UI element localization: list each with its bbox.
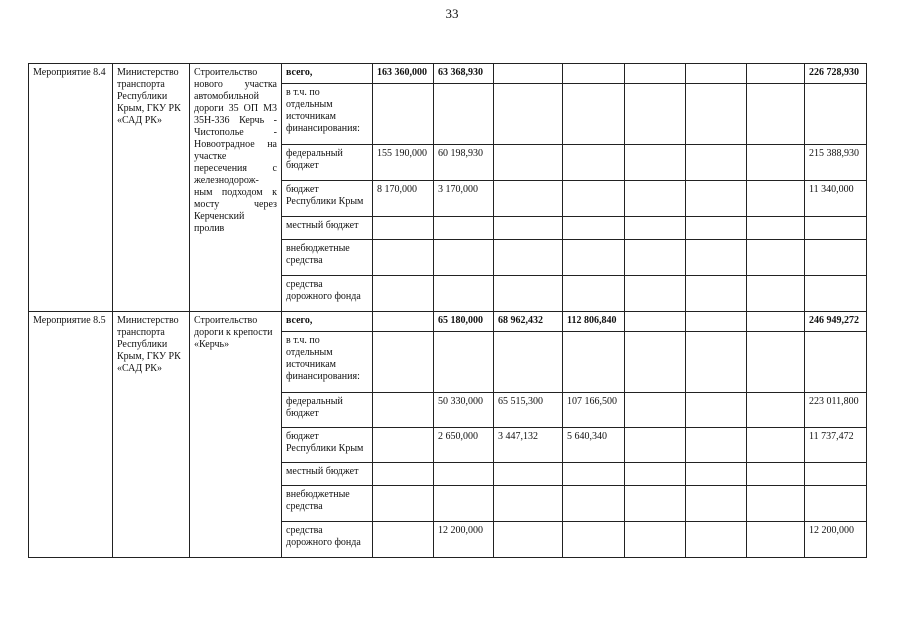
value-cell xyxy=(747,393,805,428)
value-cell xyxy=(563,64,625,84)
value-cell xyxy=(563,522,625,558)
value-cell xyxy=(494,145,563,181)
value-cell xyxy=(373,486,434,522)
financing-table xyxy=(28,63,867,558)
value-cell xyxy=(494,181,563,217)
value-cell xyxy=(563,276,625,312)
event-cell: Мероприятие 8.5 xyxy=(29,312,113,558)
total-cell xyxy=(805,217,867,240)
event-cell: Мероприятие 8.4 xyxy=(29,64,113,312)
value-cell xyxy=(747,332,805,393)
total-cell: 11 737,472 xyxy=(805,428,867,463)
block-8-5 xyxy=(29,312,867,558)
value-cell xyxy=(747,522,805,558)
table-row xyxy=(29,312,867,332)
value-cell: 155 190,000 xyxy=(373,145,434,181)
value-cell xyxy=(625,276,686,312)
value-cell xyxy=(434,486,494,522)
value-cell xyxy=(686,276,747,312)
value-cell xyxy=(373,463,434,486)
value-cell xyxy=(625,522,686,558)
total-cell xyxy=(805,84,867,145)
value-cell xyxy=(686,522,747,558)
value-cell xyxy=(373,428,434,463)
total-cell: 223 011,800 xyxy=(805,393,867,428)
value-cell xyxy=(625,486,686,522)
value-cell xyxy=(747,428,805,463)
value-cell: 107 166,500 xyxy=(563,393,625,428)
value-cell: 65 515,300 xyxy=(494,393,563,428)
value-cell xyxy=(563,486,625,522)
value-cell xyxy=(625,64,686,84)
source-label: всего, xyxy=(282,312,373,332)
value-cell xyxy=(494,276,563,312)
value-cell xyxy=(686,145,747,181)
value-cell xyxy=(747,217,805,240)
value-cell xyxy=(373,332,434,393)
value-cell xyxy=(686,84,747,145)
value-cell xyxy=(494,64,563,84)
value-cell xyxy=(686,428,747,463)
value-cell xyxy=(625,181,686,217)
value-cell xyxy=(434,240,494,276)
source-label: бюджет Республики Крым xyxy=(282,181,373,217)
value-cell xyxy=(434,332,494,393)
value-cell xyxy=(625,463,686,486)
value-cell: 12 200,000 xyxy=(434,522,494,558)
source-label: федеральный бюджет xyxy=(282,145,373,181)
total-cell: 11 340,000 xyxy=(805,181,867,217)
value-cell xyxy=(373,240,434,276)
value-cell xyxy=(373,312,434,332)
description-cell: Строительство нового участка автомобильной дороги 35 ОП М3 35Н-336 Керчь - Чистополье - Новоотрадное на участке пересечения с железнодорож-ным подходом к мосту через Керченский пролив xyxy=(190,64,282,312)
value-cell xyxy=(625,332,686,393)
value-cell: 50 330,000 xyxy=(434,393,494,428)
value-cell xyxy=(747,312,805,332)
value-cell xyxy=(747,145,805,181)
source-label: местный бюджет xyxy=(282,463,373,486)
total-cell: 226 728,930 xyxy=(805,64,867,84)
value-cell xyxy=(686,181,747,217)
value-cell xyxy=(686,463,747,486)
value-cell: 3 447,132 xyxy=(494,428,563,463)
value-cell xyxy=(563,463,625,486)
value-cell: 5 640,340 xyxy=(563,428,625,463)
value-cell xyxy=(625,240,686,276)
value-cell: 112 806,840 xyxy=(563,312,625,332)
value-cell xyxy=(563,332,625,393)
source-label: всего, xyxy=(282,64,373,84)
value-cell xyxy=(563,217,625,240)
value-cell xyxy=(747,64,805,84)
value-cell xyxy=(563,240,625,276)
source-label: в т.ч. по отдельным источникам финансирования: xyxy=(282,332,373,393)
value-cell xyxy=(747,463,805,486)
executor-cell: Министерство транспорта Республики Крым, ГКУ РК «САД РК» xyxy=(113,312,190,558)
total-cell xyxy=(805,240,867,276)
table-row xyxy=(29,64,867,84)
value-cell xyxy=(747,181,805,217)
value-cell xyxy=(494,522,563,558)
total-cell xyxy=(805,276,867,312)
total-cell: 246 949,272 xyxy=(805,312,867,332)
source-label: в т.ч. по отдельным источникам финансирования: xyxy=(282,84,373,145)
value-cell xyxy=(434,84,494,145)
value-cell: 68 962,432 xyxy=(494,312,563,332)
value-cell: 60 198,930 xyxy=(434,145,494,181)
value-cell: 8 170,000 xyxy=(373,181,434,217)
source-label: местный бюджет xyxy=(282,217,373,240)
value-cell: 163 360,000 xyxy=(373,64,434,84)
value-cell xyxy=(494,463,563,486)
value-cell xyxy=(625,145,686,181)
value-cell: 63 368,930 xyxy=(434,64,494,84)
value-cell xyxy=(373,84,434,145)
page-number: 33 xyxy=(445,6,459,21)
value-cell xyxy=(434,217,494,240)
value-cell xyxy=(373,393,434,428)
source-label: внебюджетные средства xyxy=(282,240,373,276)
value-cell xyxy=(686,64,747,84)
value-cell xyxy=(625,217,686,240)
value-cell: 3 170,000 xyxy=(434,181,494,217)
value-cell xyxy=(563,181,625,217)
total-cell xyxy=(805,463,867,486)
value-cell xyxy=(494,486,563,522)
total-cell xyxy=(805,486,867,522)
total-cell xyxy=(805,332,867,393)
value-cell xyxy=(373,276,434,312)
value-cell: 2 650,000 xyxy=(434,428,494,463)
source-label: бюджет Республики Крым xyxy=(282,428,373,463)
value-cell xyxy=(686,240,747,276)
value-cell xyxy=(625,84,686,145)
value-cell xyxy=(434,463,494,486)
value-cell xyxy=(686,217,747,240)
value-cell xyxy=(625,312,686,332)
total-cell: 12 200,000 xyxy=(805,522,867,558)
value-cell xyxy=(686,312,747,332)
value-cell xyxy=(434,276,494,312)
value-cell xyxy=(747,276,805,312)
value-cell: 65 180,000 xyxy=(434,312,494,332)
description-cell: Строительство дороги к крепости «Керчь» xyxy=(190,312,282,558)
value-cell xyxy=(373,522,434,558)
value-cell xyxy=(494,240,563,276)
value-cell xyxy=(686,393,747,428)
value-cell xyxy=(625,428,686,463)
value-cell xyxy=(686,486,747,522)
total-cell: 215 388,930 xyxy=(805,145,867,181)
value-cell xyxy=(373,217,434,240)
source-label: федеральный бюджет xyxy=(282,393,373,428)
value-cell xyxy=(563,145,625,181)
value-cell xyxy=(563,84,625,145)
value-cell xyxy=(747,486,805,522)
source-label: средства дорожного фонда xyxy=(282,276,373,312)
value-cell xyxy=(494,332,563,393)
value-cell xyxy=(494,217,563,240)
block-8-4 xyxy=(29,64,867,312)
value-cell xyxy=(686,332,747,393)
value-cell xyxy=(625,393,686,428)
value-cell xyxy=(747,240,805,276)
source-label: внебюджетные средства xyxy=(282,486,373,522)
executor-cell: Министерство транспорта Республики Крым, ГКУ РК «САД РК» xyxy=(113,64,190,312)
value-cell xyxy=(494,84,563,145)
value-cell xyxy=(747,84,805,145)
source-label: средства дорожного фонда xyxy=(282,522,373,558)
